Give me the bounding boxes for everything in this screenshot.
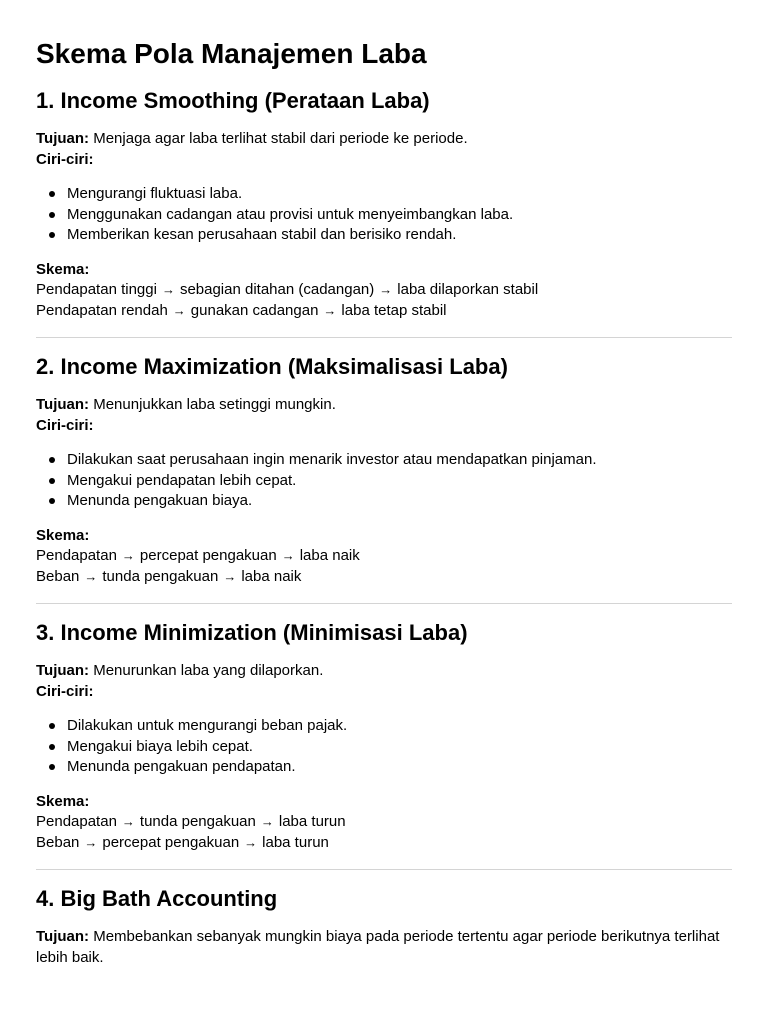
skema-step: sebagian ditahan (cadangan) (179, 281, 375, 298)
ciri-label: Ciri-ciri: (36, 682, 94, 700)
tujuan-label: Tujuan: (36, 928, 90, 945)
skema-step: laba dilaporkan stabil (397, 281, 539, 298)
skema-step: tunda pengakuan (139, 813, 256, 830)
skema-line (36, 301, 732, 322)
skema-step: laba turun (278, 813, 346, 830)
list-item: Dilakukan untuk mengurangi beban pajak. (67, 716, 732, 737)
skema-line (36, 280, 732, 301)
section-heading: 2. Income Maximization (Maksimalisasi Laba) (36, 354, 508, 379)
tujuan-line (36, 927, 732, 968)
arrow-icon: → (323, 302, 337, 318)
tujuan-label: Tujuan: (36, 396, 90, 413)
skema-step: laba turun (262, 833, 329, 851)
ciri-list (36, 450, 732, 512)
skema-step: Pendapatan (36, 813, 117, 830)
tujuan-text: Menurunkan laba yang dilaporkan. (93, 662, 324, 679)
skema-label: Skema: (36, 526, 90, 544)
skema-step: Pendapatan (36, 547, 117, 564)
arrow-icon: → (84, 834, 98, 850)
section-heading: 1. Income Smoothing (Perataan Laba) (36, 88, 430, 113)
tujuan-line (36, 661, 732, 682)
arrow-icon: → (244, 834, 258, 850)
section-income-smoothing (36, 86, 732, 321)
tujuan-label: Tujuan: (36, 130, 90, 147)
skema-label: Skema: (36, 260, 90, 278)
list-item: Menunda pengakuan pendapatan. (67, 757, 732, 778)
skema-step: Pendapatan tinggi (36, 281, 157, 298)
skema-line (36, 833, 732, 854)
section-big-bath-accounting (36, 884, 732, 968)
skema-step: tunda pengakuan (102, 567, 219, 585)
ciri-label: Ciri-ciri: (36, 150, 94, 168)
arrow-icon: → (172, 302, 186, 318)
ciri-list (36, 184, 732, 246)
tujuan-line (36, 395, 732, 416)
arrow-icon: → (260, 814, 274, 829)
list-item: Menunda pengakuan biaya. (67, 491, 732, 512)
skema-step: Beban (36, 833, 80, 851)
list-item: Mengurangi fluktuasi laba. (67, 184, 732, 205)
section-income-minimization (36, 618, 732, 853)
skema-step: laba naik (299, 547, 360, 564)
section-heading: 4. Big Bath Accounting (36, 886, 278, 911)
tujuan-text: Menjaga agar laba terlihat stabil dari periode ke periode. (93, 130, 468, 147)
arrow-icon: → (223, 568, 237, 584)
skema-line (36, 546, 732, 567)
skema-label: Skema: (36, 792, 90, 810)
ciri-list (36, 716, 732, 778)
list-item: Memberikan kesan perusahaan stabil dan berisiko rendah. (67, 225, 732, 246)
arrow-icon: → (379, 282, 393, 297)
section-heading: 3. Income Minimization (Minimisasi Laba) (36, 620, 468, 645)
tujuan-line (36, 129, 732, 150)
section-divider (36, 869, 732, 870)
tujuan-text: Menunjukkan laba setinggi mungkin. (93, 396, 336, 413)
skema-step: Pendapatan rendah (36, 301, 168, 319)
skema-step: gunakan cadangan (190, 301, 319, 319)
section-divider (36, 603, 732, 604)
tujuan-text: Membebankan sebanyak mungkin biaya pada periode tertentu agar periode berikutnya terlihat lebih baik. (36, 928, 720, 966)
arrow-icon: → (161, 282, 175, 297)
skema-step: laba tetap stabil (341, 301, 447, 319)
page-title: Skema Pola Manajemen Laba (36, 38, 427, 69)
ciri-label: Ciri-ciri: (36, 416, 94, 434)
list-item: Dilakukan saat perusahaan ingin menarik investor atau mendapatkan pinjaman. (67, 450, 732, 471)
arrow-icon: → (121, 548, 135, 563)
arrow-icon: → (281, 548, 295, 563)
arrow-icon: → (121, 814, 135, 829)
skema-step: percepat pengakuan (102, 833, 240, 851)
skema-line (36, 567, 732, 588)
list-item: Menggunakan cadangan atau provisi untuk menyeimbangkan laba. (67, 205, 732, 226)
tujuan-label: Tujuan: (36, 662, 90, 679)
list-item: Mengakui biaya lebih cepat. (67, 737, 732, 758)
section-income-maximization (36, 352, 732, 587)
skema-step: percepat pengakuan (139, 547, 277, 564)
section-divider (36, 337, 732, 338)
arrow-icon: → (84, 568, 98, 584)
skema-step: laba naik (241, 567, 302, 585)
skema-line (36, 812, 732, 833)
list-item: Mengakui pendapatan lebih cepat. (67, 471, 732, 492)
skema-step: Beban (36, 567, 80, 585)
